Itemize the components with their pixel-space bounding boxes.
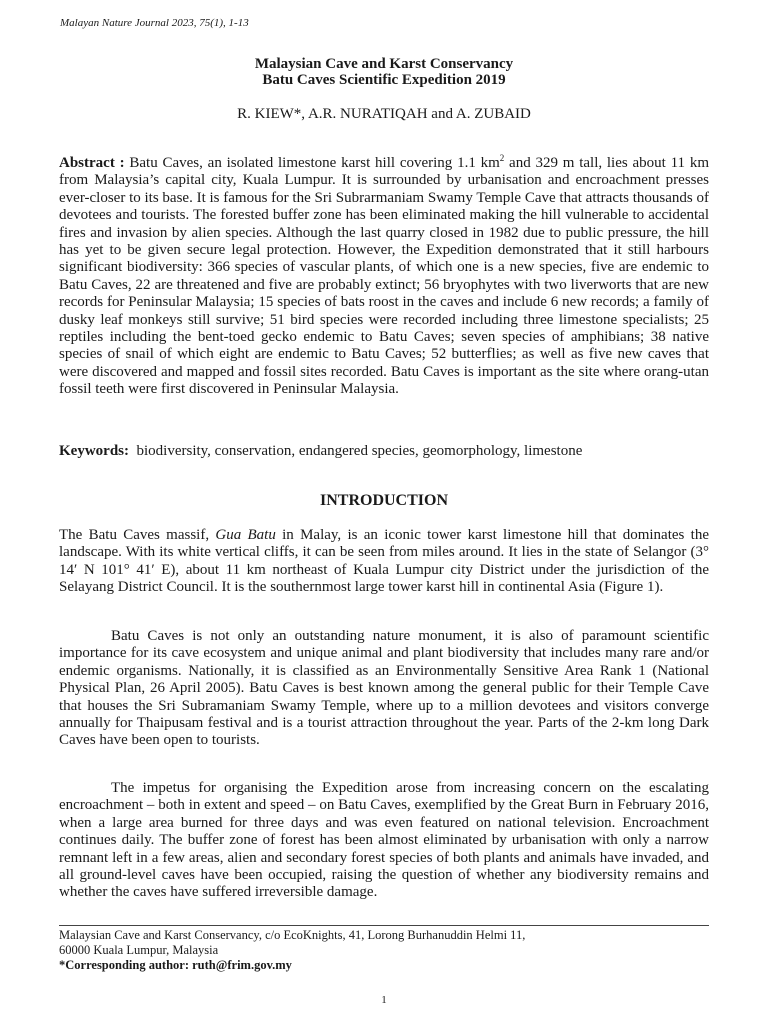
page-number: 1: [381, 994, 387, 1006]
paper-title-line-1: Malaysian Cave and Karst Conservancy: [254, 56, 514, 72]
footnote-affiliation-line-2: 60000 Kuala Lumpur, Malaysia: [59, 943, 219, 957]
intro-p1-start: The Batu Caves massif,: [59, 527, 216, 543]
intro-paragraph-2: Batu Caves is not only an outstanding nature monument, it is also of paramount scientific importance for its cave ecosystem and unique animal and plant biodiversity that includes many rare and/or endemic organisms. Nationally, it is classified as an Environmentally Sensitive Area Rank 1 (National Physical Plan, 26 April 2005). Batu Caves is best known among the general public for their Temple Cave that houses the Sri Subramaniam Swamy Temple, where up to a million devotees and visitors converge annually for Thaipusam festival and is a tourist attraction throughout the year. Parts of the 2-km long Dark Caves have been open to tourists.: [59, 628, 709, 749]
keywords-text: biodiversity, conservation, endangered species, geomorphology, limestone: [129, 443, 583, 459]
footnote-affiliation-line-1: Malaysian Cave and Karst Conservancy, c/o EcoKnights, 41, Lorong Burhanuddin Helmi 11,: [59, 928, 526, 942]
abstract-text-start: Batu Caves, an isolated limestone karst hill covering 1.1 km: [124, 155, 500, 171]
abstract-label: Abstract :: [59, 155, 125, 171]
abstract-superscript: 2: [499, 153, 505, 163]
intro-paragraph-3: The impetus for organising the Expedition arose from increasing concern on the escalating encroachment – both in extent and speed – on Batu Caves, exemplified by the Great Burn in February 2016, when a large area burned for three days and was even featured on national television. Encroachment continues daily. The buffer zone of forest has been almost eliminated by urbanisation with only a narrow remnant left in a few areas, alien and secondary forest species of both plants and animals have invaded, and all ground-level caves have been occupied, raising the question of whether any biodiversity remains and whether the caves have suffered irreversible damage.: [59, 780, 709, 901]
footnote-divider: [59, 925, 709, 926]
author-list: R. KIEW*, A.R. NURATIQAH and A. ZUBAID: [237, 106, 531, 122]
intro-paragraph-1: [59, 527, 709, 597]
keywords-line: [59, 443, 709, 460]
journal-reference: Malayan Nature Journal 2023, 75(1), 1-13: [60, 17, 249, 29]
intro-p1-rest: in Malay, is an iconic tower karst limestone hill that dominates the landscape. With its white vertical cliffs, it can be seen from miles around. It lies in the state of Selangor (3° 14′ N 101° 41′ E), about 11 km northeast of Kuala Lumpur city District under the jurisdiction of the Selayang District Council. It is the southernmost large tower karst hill in continental Asia (Figure 1).: [59, 527, 709, 596]
keywords-label: Keywords:: [59, 443, 129, 459]
footnote-corresponding-author: *Corresponding author: ruth@frim.gov.my: [59, 958, 292, 972]
abstract-text-rest: and 329 m tall, lies about 11 km from Malaysia’s capital city, Kuala Lumpur. It is surrounded by urbanisation and encroachment presses ever-closer to its base. It is famous for the Sri Subrarmaniam Swamy Temple Cave that attracts thousands of devotees and tourists. The forested buffer zone has been eliminated making the hill vulnerable to accidental fires and invasion by alien species. Although the last quarry closed in 1982 due to public pressure, the hill has yet to be given secure legal protection. However, the Expedition demonstrated that it still harbours significant biodiversity: 366 species of vascular plants, of which one is a new species, five are endemic to Batu Caves, 22 are threatened and five are probably extinct; 56 bryophytes with two liverworts that are new records for Peninsular Malaysia; 15 species of bats roost in the caves and include 6 new records; a family of dusky leaf monkeys still survive; 51 bird species were recorded including three limestone specialists; 25 reptiles including the bent-toed gecko endemic to Batu Caves; seven species of amphibians; 38 native species of snail of which eight are endemic to Batu Caves; 52 butterflies; as well as five new caves that were discovered and mapped and fossil sites recorded. Batu Caves is important as the site where orang-utan fossil teeth were first discovered in Peninsular Malaysia.: [59, 155, 709, 398]
intro-p1-italic: Gua Batu: [215, 527, 276, 543]
abstract-paragraph: [59, 155, 709, 399]
paper-title-line-2: Batu Caves Scientific Expedition 2019: [262, 72, 506, 88]
section-heading-introduction: INTRODUCTION: [319, 492, 448, 509]
